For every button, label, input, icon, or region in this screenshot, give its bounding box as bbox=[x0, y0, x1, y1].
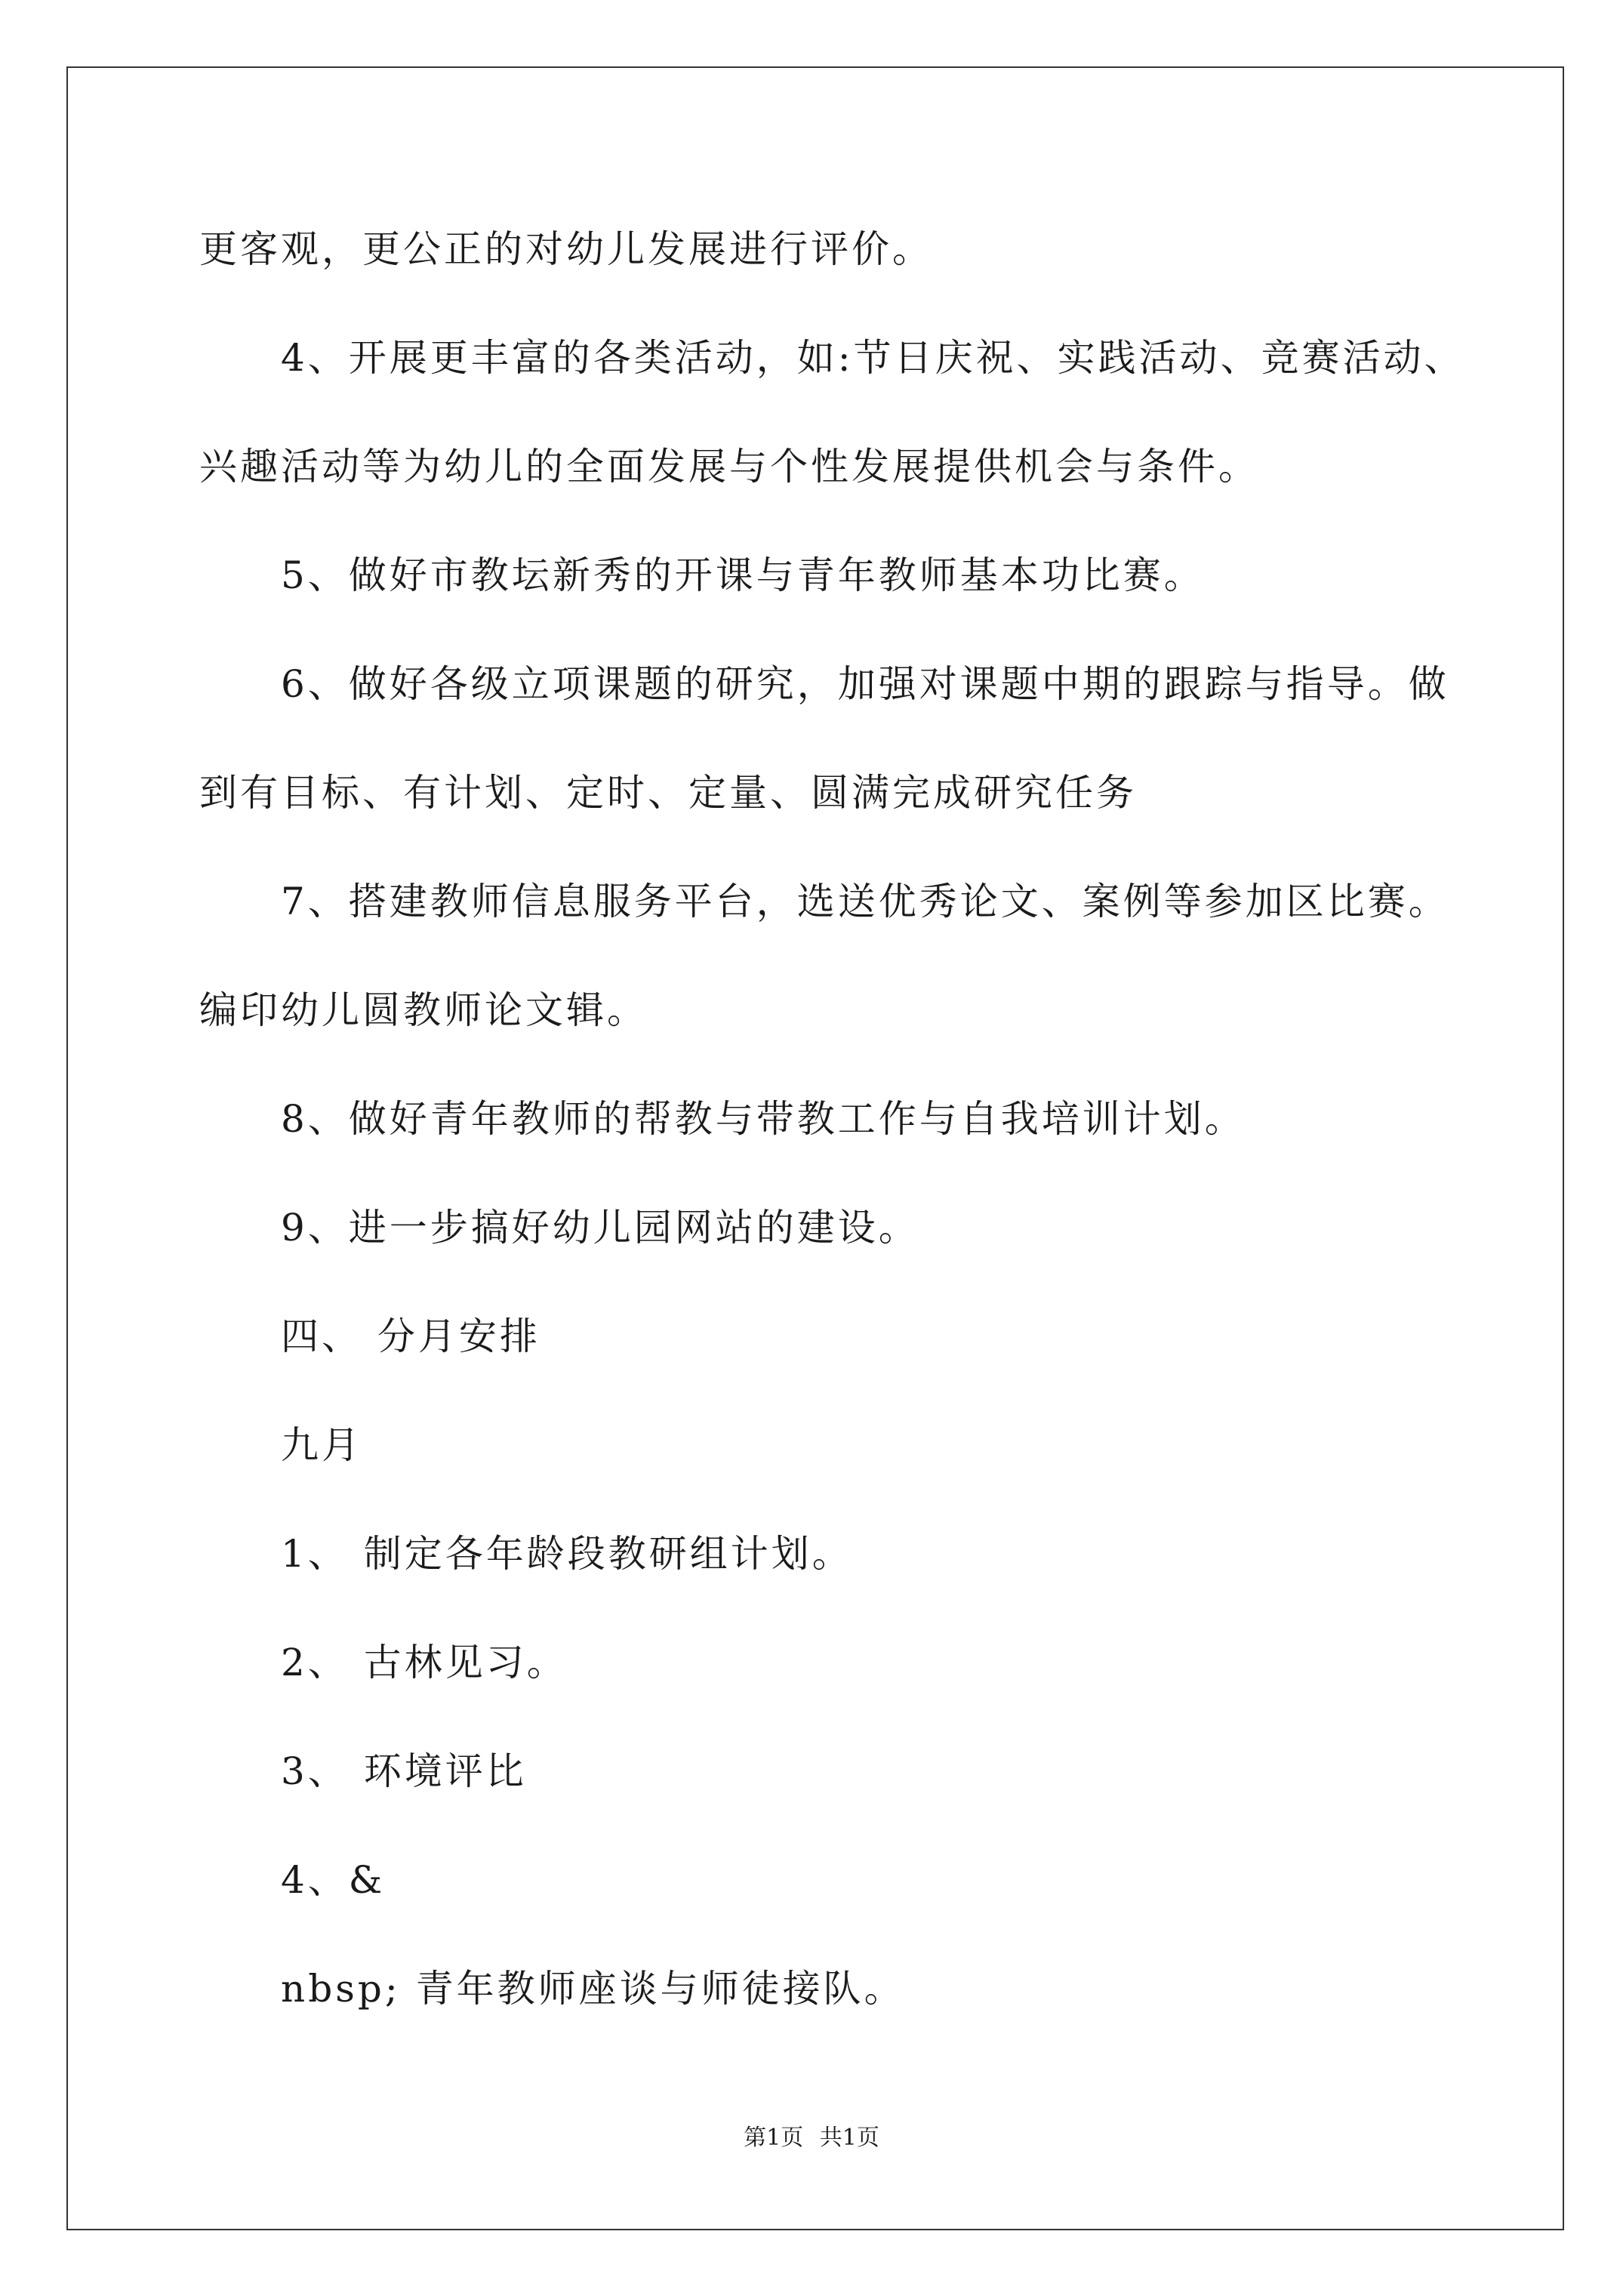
page-number-total: 共1页 bbox=[819, 2125, 879, 2151]
text-line-8: 编印幼儿圆教师论文辑。 bbox=[199, 988, 648, 1032]
month-heading: 九月 bbox=[281, 1423, 362, 1467]
text-line-9: 8、做好青年教师的帮教与带教工作与自我培训计划。 bbox=[281, 1097, 1246, 1141]
text-line-7: 7、搭建教师信息服务平台，选送优秀论文、案例等参加区比赛。 bbox=[281, 880, 1449, 923]
section-heading: 四、 分月安排 bbox=[281, 1314, 540, 1358]
text-line-10: 9、进一步搞好幼儿园网站的建设。 bbox=[281, 1206, 919, 1250]
text-line-13: 1、 制定各年龄段教研组计划。 bbox=[281, 1532, 853, 1576]
text-line-15: 3、 环境评比 bbox=[281, 1749, 527, 1793]
text-line-1: 更客观，更公正的对幼儿发展进行评价。 bbox=[199, 227, 933, 271]
page-frame bbox=[66, 66, 1564, 2230]
page-footer bbox=[0, 2123, 1623, 2153]
text-line-6: 到有目标、有计划、定时、定量、圆满完成研究任务 bbox=[199, 771, 1137, 815]
text-line-17: nbsp; 青年教师座谈与师徒接队。 bbox=[281, 1967, 905, 2011]
text-line-14: 2、 古林见习。 bbox=[281, 1641, 568, 1684]
text-line-3: 兴趣活动等为幼儿的全面发展与个性发展提供机会与条件。 bbox=[199, 445, 1259, 488]
text-line-5: 6、做好各级立项课题的研究，加强对课题中期的跟踪与指导。做 bbox=[281, 662, 1449, 706]
page-number-current: 第1页 bbox=[744, 2125, 804, 2151]
text-line-16: 4、& bbox=[281, 1858, 386, 1902]
text-line-4: 5、做好市教坛新秀的开课与青年教师基本功比赛。 bbox=[281, 553, 1205, 597]
text-line-2: 4、开展更丰富的各类活动，如:节日庆祝、实践活动、竞赛活动、 bbox=[281, 336, 1465, 380]
